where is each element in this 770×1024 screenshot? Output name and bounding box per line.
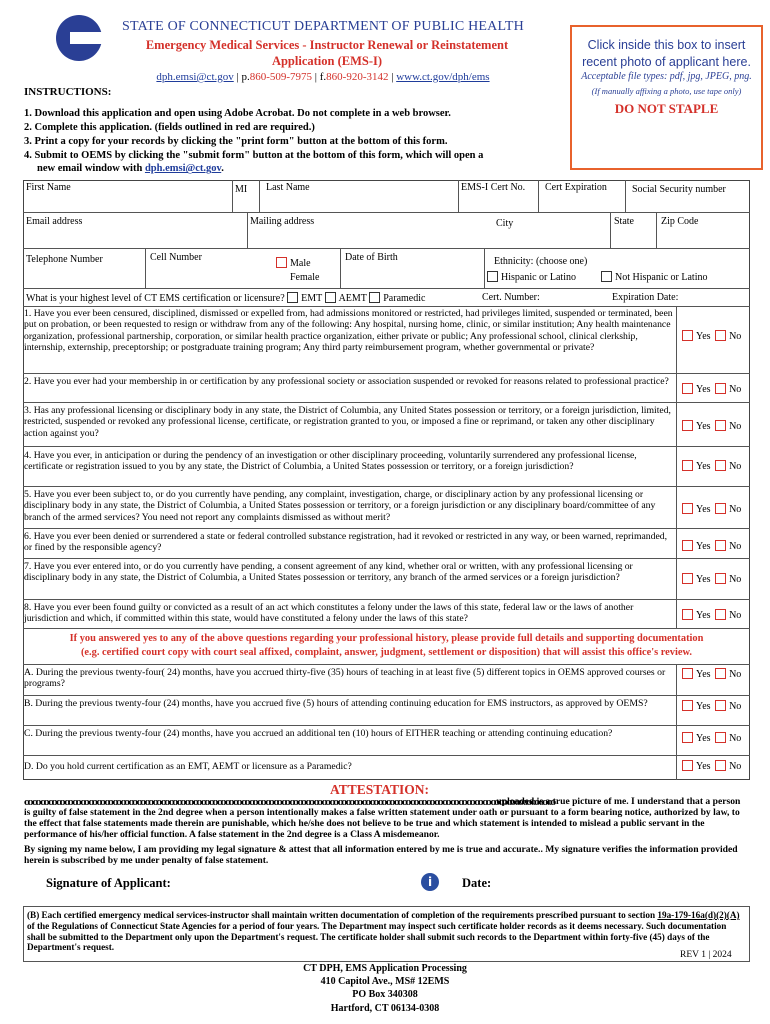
instruction-step-4-cont [24,162,564,176]
hispanic-checkbox[interactable] [487,271,498,282]
q8-answer [682,609,741,622]
question-3: 3. Has any professional licensing or disciplinary body in any state, the District of Columbia, any United States possession or territory, or a foreign jurisdiction, limited, restricted, suspended or revoked any professional license, certificate, or registration granted to you, or imposed a fine or reprimand, or taken any other disciplinary action against you? [24,405,671,439]
ssn-field[interactable]: Social Security number [632,184,726,195]
q4-yes-checkbox[interactable] [682,460,693,471]
question-7: 7. Have you ever entered into, or do you currently have pending, a consent agreement of any kind, whether oral or written, with any professional licensing or disciplinary body in any state, the District of Columbia, a United States possession or territory, any branch of the armed services or a foreign jurisdiction? [24,561,633,584]
q7-answer [682,573,741,586]
instruction-step-4: 4. Submit to OEMS by clicking the "submit form" button at the bottom of this form, which will open a [24,149,484,161]
address-line-1: CT DPH, EMS Application Processing [303,963,467,974]
q8-yes-checkbox[interactable] [682,609,693,620]
ct-dph-logo [56,15,102,61]
address-line-4: Hartford, CT 06134-0308 [330,1002,440,1014]
q6-answer [682,540,741,553]
contact-email-link[interactable]: dph.emsi@ct.gov [156,71,234,83]
contact-sep: | [388,71,397,83]
q4-answer [682,460,741,473]
q3-no-checkbox[interactable] [715,420,726,431]
emt-label: EMT [301,293,323,304]
logo-bar [70,32,102,44]
paramedic-checkbox[interactable] [369,292,380,303]
cell-number-field[interactable]: Cell Number [150,252,202,263]
yes-label: Yes [696,733,711,744]
footnote-text-a: (B) Each certified emergency medical services-instructor shall maintain written documentation of completion of the requirements prescribed pursuant to section [27,910,658,920]
yes-label: Yes [696,701,711,712]
yes-label: Yes [696,761,711,772]
instruction-step-4-end: . [221,163,224,175]
yes-label: Yes [696,421,711,432]
form-title-line2: Application (EMS-I) [271,54,383,69]
footnote-section-ref: 19a-179-16a(d)(2)(A) [657,910,740,920]
cert-number-field[interactable]: Cert. Number: [482,292,540,303]
photo-file-types: Acceptable file types: pdf, jpg, JPEG, png. [581,71,752,82]
instruction-step-3: 3. Print a copy for your records by clicking the "print form" button at the bottom of this form. [24,135,448,147]
state-field[interactable]: State [614,216,634,227]
instruction-email-link[interactable]: dph.emsi@ct.gov [144,163,222,175]
mailing-address-block [200,962,570,1015]
ce-question-d: D. Do you hold current certification as an EMT, AEMT or licensure as a Paramedic? [24,761,352,772]
male-label: Male [290,258,311,269]
q7-no-checkbox[interactable] [715,573,726,584]
no-label: No [729,574,742,585]
yes-label: Yes [696,384,711,395]
no-label: No [729,504,742,515]
q3-yes-checkbox[interactable] [682,420,693,431]
address-line-2: 410 Capitol Ave., MS# 12EMS [320,976,450,988]
contact-phone: 860-509-7975 [249,71,313,83]
yes-label: Yes [696,331,711,342]
telephone-field[interactable]: Telephone Number [26,254,103,265]
contact-sep-p: | p. [233,71,250,83]
contact-sep-f: | f. [312,71,327,83]
zip-field[interactable]: Zip Code [661,216,699,227]
q3-answer [682,420,741,433]
question-2: 2. Have you ever had your membership in or certification by any professional society or association suspended or revoked for reasons related to professional practice? [24,376,669,387]
attestation-text [24,796,748,840]
hispanic-label: Hispanic or Latino [501,272,576,283]
revision-label: REV 1 | 2024 [680,950,732,960]
ce-question-b: B. During the previous twenty-four (24) months, have you accrued five (5) hours of attending continuing education for EMS instructors, as approved by OEMS? [24,698,648,709]
qc-no-checkbox[interactable] [715,732,726,743]
qb-no-checkbox[interactable] [715,700,726,711]
qa-answer [682,668,741,681]
regulation-footnote [23,906,750,962]
question-1: 1. Have you ever been censured, disciplined, dismissed or expelled from, had admissions monitored or restricted, had privileges limited, suspended or terminated, been put on probation, or been requested to resign or withdraw from any of the following: Any hospital, nursing home, clinic, or similar institution; Any health maintenance organization, professional partnership, corporation, or similar health practice organization, either private or public; Any professional school, clinical clerkship, internship, externship, preceptorship; or postgraduate training program; Any third party reimbursement program, whether governmental or private? [24,308,673,354]
qb-answer [682,700,741,713]
disclosure-line-2: (e.g. certified court copy with court seal affixed, complaint, answer, judgment, settlement or disposition) that will assist this office's review. [80,647,693,659]
attestation-paragraph-1: uploaded is a true picture of me. I understand that a person is guilty of false statement in the 2nd degree when a person intentionally makes a false written statement under oath or pursuant to a form bearing notice, authorized by law, to the effect that false statements made therein are punishable, which he/she does not believe to be true and which statement is intended to mislead a public servant in the performance of his/her official function. A false statement in the 2nd degree is a Class A misdemeanor. [24,796,741,841]
mi-field[interactable]: MI [235,184,248,195]
instruction-step-2: 2. Complete this application. (fields outlined in red are required.) [24,121,315,133]
qd-answer [682,760,741,773]
signature-field[interactable]: Signature of Applicant: [46,876,171,890]
instruction-step-1: 1. Download this application and open using Adobe Acrobat. Do not complete in a web browser. [24,108,451,119]
q4-no-checkbox[interactable] [715,460,726,471]
no-label: No [729,421,742,432]
cert-expiration-field[interactable]: Cert Expiration [545,182,607,193]
qb-yes-checkbox[interactable] [682,700,693,711]
q5-yes-checkbox[interactable] [682,503,693,514]
yes-label: Yes [696,541,711,552]
no-label: No [729,331,742,342]
instructions-list [24,107,564,176]
ethnicity-label: Ethnicity: (choose one) [494,256,588,267]
address-line-3: PO Box 340308 [352,989,418,1001]
female-option[interactable] [276,271,319,284]
cert-level-row [26,292,425,305]
attestation-signature-text: By signing my name below, I am providing my legal signature & attest that all information entered by me is true and accurate.. My signature verifies the information provided herein is subscribed by me under penalty of false statement. [24,844,738,867]
expiration-date-field[interactable]: Expiration Date: [612,292,679,303]
history-disclosure-note [23,632,750,660]
hispanic-option[interactable] [487,271,576,284]
male-checkbox[interactable] [276,257,287,268]
ce-question-a: A. During the previous twenty-four( 24) months, have you accrued thirty-five (35) hours of teaching in at least five (5) different topics in OEMS approved courses or programs? [24,667,666,690]
ce-question-c: C. During the previous twenty-four (24) months, have you accrued an additional ten (10) hours of EITHER teaching or attending continuing education? [24,728,613,739]
qc-answer [682,732,741,745]
disclosure-line-1: If you answered yes to any of the above questions regarding your professional history, please provide full details and supporting documentation [69,633,704,644]
info-icon[interactable]: i [421,873,439,891]
photo-tape-note: (If manually affixing a photo, use tape only) [591,86,742,96]
qd-yes-checkbox[interactable] [682,760,693,771]
form-title [112,37,542,70]
instructions-heading: INSTRUCTIONS: [24,86,112,98]
qa-yes-checkbox[interactable] [682,668,693,679]
email-field[interactable]: Email address [26,216,83,227]
q7-yes-checkbox[interactable] [682,573,693,584]
application-form [23,180,750,780]
qa-no-checkbox[interactable] [715,668,726,679]
no-label: No [729,733,742,744]
qd-no-checkbox[interactable] [715,760,726,771]
aemt-checkbox[interactable] [325,292,336,303]
no-label: No [729,701,742,712]
city-field[interactable]: City [496,218,514,229]
last-name-field[interactable]: Last Name [266,182,310,193]
website-link[interactable]: www.ct.gov/dph/ems [396,71,490,83]
q5-no-checkbox[interactable] [715,503,726,514]
q1-answer [682,330,741,343]
yes-label: Yes [696,461,711,472]
photo-upload-box[interactable] [570,25,763,170]
q2-yes-checkbox[interactable] [682,383,693,394]
no-label: No [729,610,742,621]
no-label: No [729,761,742,772]
qc-yes-checkbox[interactable] [682,732,693,743]
no-label: No [729,461,742,472]
q6-no-checkbox[interactable] [715,540,726,551]
date-field[interactable]: Date: [462,876,492,890]
attestation-title: ATTESTATION: [330,782,430,797]
paramedic-label: Paramedic [383,293,426,304]
aemt-label: AEMT [338,293,367,304]
q5-answer [682,503,741,516]
do-not-staple: DO NOT STAPLE [614,101,719,117]
no-label: No [729,669,742,680]
emt-checkbox[interactable] [287,292,298,303]
yes-label: Yes [696,669,711,680]
date-of-birth-field[interactable]: Date of Birth [345,252,398,263]
no-label: No [729,541,742,552]
first-name-field[interactable]: First Name [26,182,71,193]
not-hispanic-label: Not Hispanic or Latino [615,272,708,283]
yes-label: Yes [696,574,711,585]
footnote-text-b: of the Regulations of Connecticut State Agencies for a period of four years. The Department may inspect such certificate holder records as it deems necessary. Such documentation shall be submitted to the Department only upon the Department's request. The certificate holder shall submit such records to the Department within forty-five (45) days of the Department's request. [27,920,727,953]
q2-no-checkbox[interactable] [715,383,726,394]
instruction-step-4-text: new email window with [37,163,145,175]
q8-no-checkbox[interactable] [715,609,726,620]
not-hispanic-option[interactable] [601,271,707,284]
question-6: 6. Have you ever been denied or surrendered a state or federal controlled substance registration, had it revoked or restricted in any way, or been warned, reprimanded, or fined by the responsible agency? [24,531,668,554]
question-4: 4. Have you ever, in anticipation or during the pendency of an investigation or other disciplinary proceeding, voluntarily surrendered any professional license, certificate or registration issued to you by any state, the District of Columbia, a United States possession or territory, or a foreign jurisdiction? [24,450,637,473]
form-title-line1: Emergency Medical Services - Instructor Renewal or Reinstatement [145,38,509,52]
question-5: 5. Have you ever been subject to, or do you currently have pending, any complaint, investigation, charge, or disciplinary action by any professional licensing or disciplinary body in any state, the District of Columbia, a United States possession or territory, or a foreign jurisdiction or any disciplinary board/committee of any branch of the armed services? You need not report any complaints dismissed as without merit? [24,489,656,523]
question-8: 8. Have you ever been found guilty or convicted as a result of an act which constitutes a felony under the laws of this state, federal law or the laws of another jurisdiction and which, if committed within this state, would have constituted a felony under the laws of this state? [24,602,634,625]
contact-line [118,71,528,84]
female-label: Female [290,272,320,283]
mailing-address-field[interactable]: Mailing address [250,216,315,227]
q1-no-checkbox[interactable] [715,330,726,341]
attestation-garbled-text: ꝏꝏꝏꝏꝏꝏꝏꝏꝏꝏꝏꝏꝏꝏꝏꝏꝏꝏꝏꝏꝏꝏꝏꝏꝏꝏꝏꝏꝏꝏꝏꝏꝏꝏꝏꝏꝏꝏꝏꝏꝏꝏꝏꝏꝏꝏꝏꝏꝏꝏꝏꝏꝏꝏꝏꝏꝏꝏꝏꝏꝏꝏꝏꝏꝏꝏ [24,796,555,807]
yes-label: Yes [696,610,711,621]
agency-name: STATE OF CONNECTICUT DEPARTMENT OF PUBLIC HEALTH [121,19,524,34]
male-option[interactable] [276,257,311,270]
no-label: No [729,384,742,395]
cert-level-question: What is your highest level of CT EMS certification or licensure? [26,293,285,304]
q2-answer [682,383,741,396]
contact-fax: 860-920-3142 [326,71,389,83]
yes-label: Yes [696,504,711,515]
q6-yes-checkbox[interactable] [682,540,693,551]
q1-yes-checkbox[interactable] [682,330,693,341]
emsi-cert-field[interactable]: EMS-I Cert No. [461,182,526,193]
photo-instruction: Click inside this box to insert recent photo of applicant here. [582,38,751,69]
not-hispanic-checkbox[interactable] [601,271,612,282]
